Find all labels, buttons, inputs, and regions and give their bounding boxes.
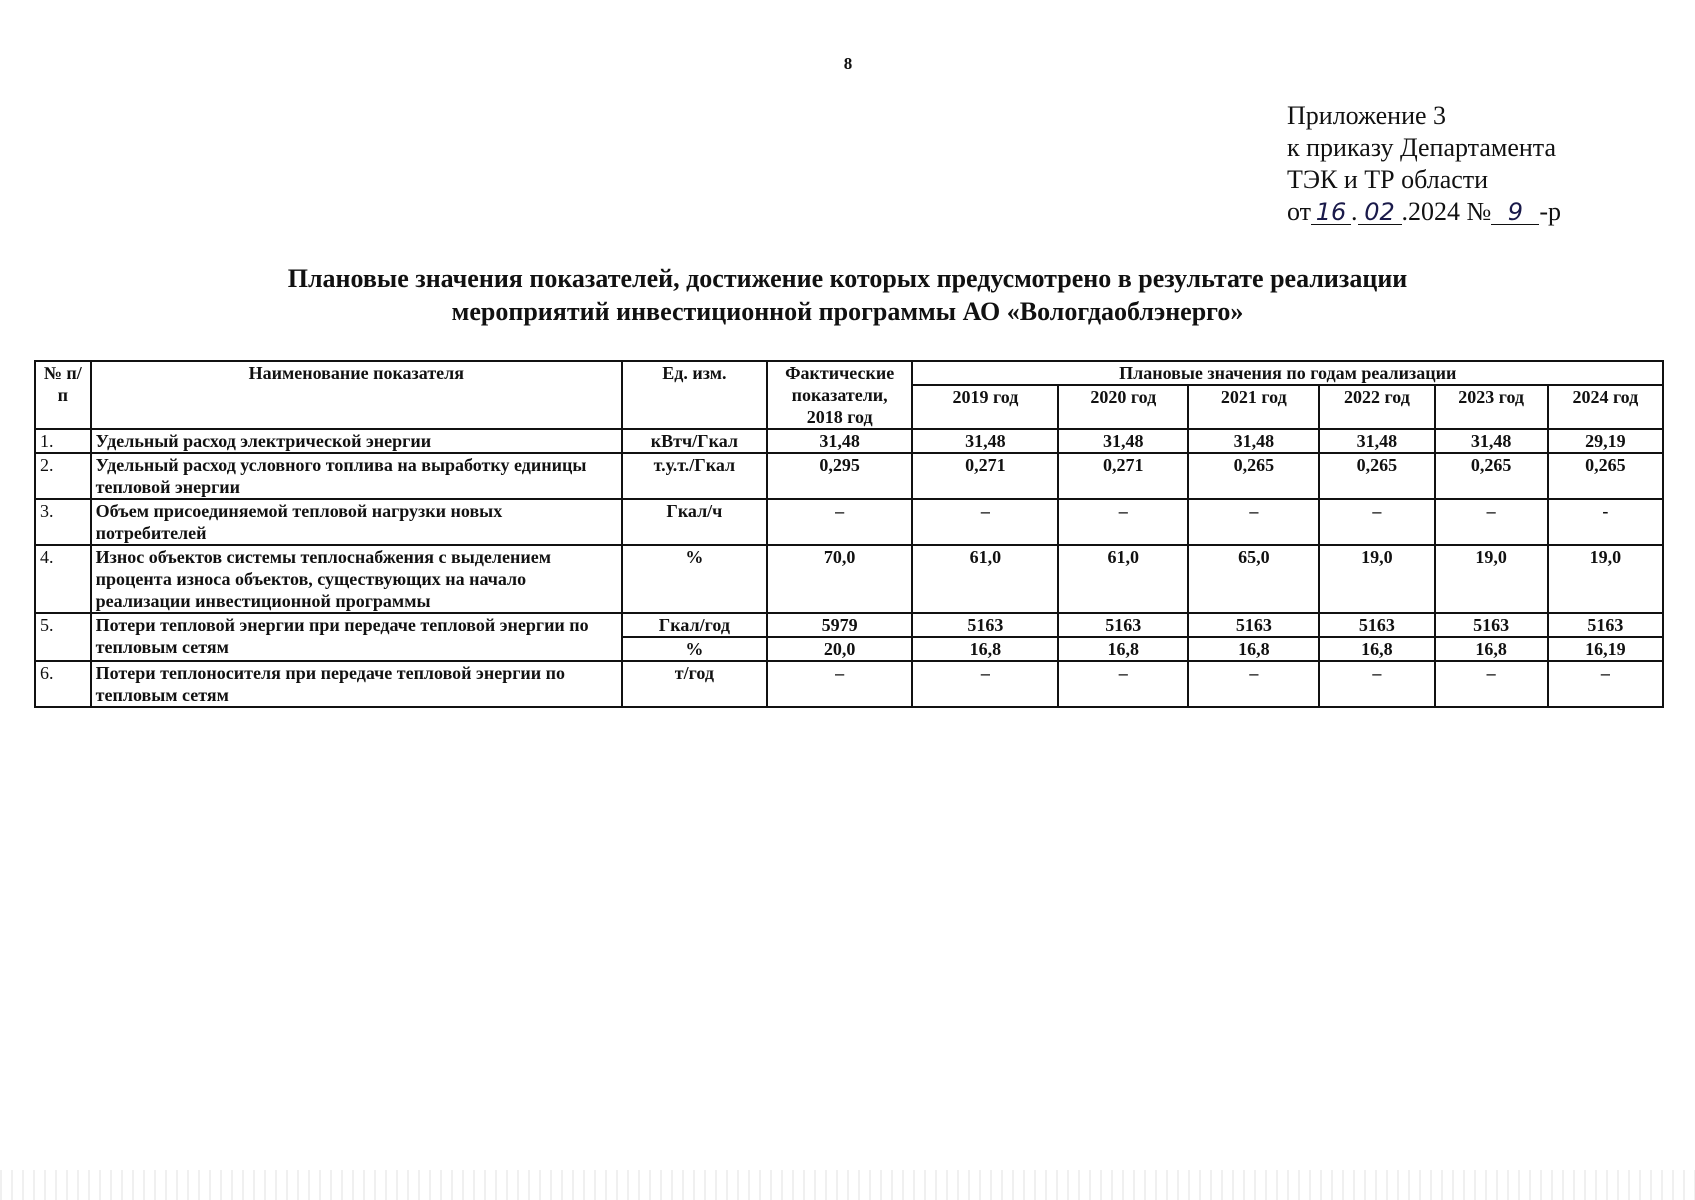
plan-value: 29,19 [1548, 429, 1663, 453]
date-year: .2024 № [1401, 197, 1492, 226]
header-year: 2023 год [1435, 385, 1548, 429]
unit-cell: % [622, 637, 767, 661]
title-line-1: Плановые значения показателей, достижение которых предусмотрено в результате реализации [287, 264, 1408, 293]
page-number: 8 [843, 54, 853, 73]
plan-value: – [1319, 661, 1434, 707]
plan-value: – [912, 499, 1058, 545]
header-year: 2019 год [912, 385, 1058, 429]
row-number: 3. [35, 499, 91, 545]
plan-value: – [1319, 499, 1434, 545]
plan-value: – [1058, 499, 1188, 545]
plan-value: – [1058, 661, 1188, 707]
indicator-name: Потери теплоносителя при передаче тепловой энергии по тепловым сетям [91, 661, 622, 707]
table-row [35, 429, 1663, 453]
plan-value: 19,0 [1319, 545, 1434, 613]
plan-value: 19,0 [1435, 545, 1548, 613]
plan-value: 0,271 [1058, 453, 1188, 499]
table-row [35, 499, 1663, 545]
indicator-name: Удельный расход электрической энергии [91, 429, 622, 453]
plan-value: 5163 [1319, 613, 1434, 637]
order-suffix: -р [1539, 197, 1562, 226]
actual-value: – [767, 499, 913, 545]
plan-value: 0,265 [1188, 453, 1319, 499]
plan-value: – [1188, 499, 1319, 545]
unit-cell: т/год [622, 661, 767, 707]
indicator-name: Объем присоединяемой тепловой нагрузки новых потребителей [91, 499, 622, 545]
handwritten-month: 02 [1358, 200, 1402, 225]
plan-value: 16,8 [1188, 637, 1319, 661]
plan-value: 5163 [1188, 613, 1319, 637]
row-number: 2. [35, 453, 91, 499]
plan-value: – [1188, 661, 1319, 707]
plan-value: 16,8 [1435, 637, 1548, 661]
table-row [35, 545, 1663, 613]
row-number: 1. [35, 429, 91, 453]
plan-value: 31,48 [912, 429, 1058, 453]
header-year: 2020 год [1058, 385, 1188, 429]
actual-value: 0,295 [767, 453, 913, 499]
handwritten-day: 16 [1311, 200, 1351, 225]
scan-noise [0, 1170, 1695, 1200]
indicator-name: Удельный расход условного топлива на выработку единицы тепловой энергии [91, 453, 622, 499]
appendix-block [1287, 100, 1561, 228]
plan-value: 61,0 [1058, 545, 1188, 613]
plan-value: 31,48 [1319, 429, 1434, 453]
indicators-table [34, 360, 1664, 708]
plan-value: – [912, 661, 1058, 707]
plan-value: 16,8 [1058, 637, 1188, 661]
header-unit: Ед. изм. [622, 361, 767, 429]
plan-value: 5163 [912, 613, 1058, 637]
unit-cell: Гкал/ч [622, 499, 767, 545]
date-prefix: от [1287, 197, 1312, 226]
indicator-name: Потери тепловой энергии при передаче тепловой энергии по тепловым сетям [91, 613, 622, 661]
unit-cell: Гкал/год [622, 613, 767, 637]
table-row [35, 453, 1663, 499]
header-year: 2024 год [1548, 385, 1663, 429]
row-number: 4. [35, 545, 91, 613]
row-number: 5. [35, 613, 91, 661]
plan-value: – [1435, 499, 1548, 545]
header-year: 2021 год [1188, 385, 1319, 429]
plan-value: - [1548, 499, 1663, 545]
actual-value: 31,48 [767, 429, 913, 453]
header-actual: Фактические показатели, 2018 год [767, 361, 913, 429]
plan-value: 31,48 [1058, 429, 1188, 453]
unit-cell: % [622, 545, 767, 613]
header-year: 2022 год [1319, 385, 1434, 429]
indicator-name: Износ объектов системы теплоснабжения с выделением процента износа объектов, существующих на начало реализации инвестиционной программы [91, 545, 622, 613]
appendix-line-3: ТЭК и ТР области [1287, 165, 1489, 194]
document-title [0, 262, 1695, 328]
plan-value: 16,8 [1319, 637, 1434, 661]
plan-value: 16,19 [1548, 637, 1663, 661]
actual-value: 70,0 [767, 545, 913, 613]
actual-value: – [767, 661, 913, 707]
plan-value: 31,48 [1435, 429, 1548, 453]
unit-cell: кВтч/Гкал [622, 429, 767, 453]
appendix-line-2: к приказу Департамента [1287, 133, 1557, 162]
header-row-1 [35, 361, 1663, 385]
plan-value: 65,0 [1188, 545, 1319, 613]
plan-value: 19,0 [1548, 545, 1663, 613]
unit-cell: т.у.т./Гкал [622, 453, 767, 499]
plan-value: 0,271 [912, 453, 1058, 499]
plan-value: 31,48 [1188, 429, 1319, 453]
table-row [35, 661, 1663, 707]
appendix-line-1: Приложение 3 [1287, 101, 1447, 130]
plan-value: 0,265 [1319, 453, 1434, 499]
plan-value: 0,265 [1548, 453, 1663, 499]
actual-value: 5979 [767, 613, 913, 637]
plan-value: 0,265 [1435, 453, 1548, 499]
plan-value: 61,0 [912, 545, 1058, 613]
plan-value: – [1435, 661, 1548, 707]
plan-value: 16,8 [912, 637, 1058, 661]
handwritten-order-number: 9 [1491, 200, 1539, 225]
actual-value: 20,0 [767, 637, 913, 661]
row-number: 6. [35, 661, 91, 707]
header-num: № п/п [35, 361, 91, 429]
title-line-2: мероприятий инвестиционной программы АО «Вологдаоблэнерго» [451, 297, 1244, 326]
header-plan-group: Плановые значения по годам реализации [912, 361, 1663, 385]
appendix-date-line [1287, 196, 1561, 228]
table-row [35, 613, 1663, 637]
plan-value: 5163 [1548, 613, 1663, 637]
plan-value: 5163 [1058, 613, 1188, 637]
date-separator: . [1351, 197, 1358, 226]
plan-value: 5163 [1435, 613, 1548, 637]
header-name: Наименование показателя [91, 361, 622, 429]
plan-value: – [1548, 661, 1663, 707]
